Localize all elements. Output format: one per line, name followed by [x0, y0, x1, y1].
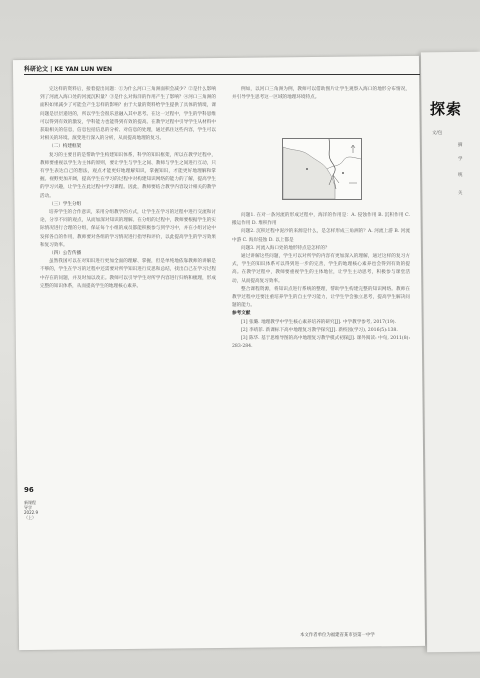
paragraph: 问题2. 沉积过程中泥沙的来源是什么，是怎样形成三角洲的？A. 河流上游 B. 河流中游 C. 海岸侵蚀 D. 以上都是: [232, 229, 410, 243]
header-rule: [24, 74, 420, 75]
journal-issue: 2022.9（上）: [24, 510, 38, 520]
paragraph: 通过讲解这些问题，学生可以对所学的内容有更加深入的理解，通过这样的复习方式，学生的知识体系可以得到进一步的完善，学生的地理核心素养也会得到有效的提高。在教学过程中，教师要重视学生的主体地位，让学生主动思考，积极参与课堂活动，从而提高复习效率。: [232, 254, 410, 284]
right-column: [232, 212, 410, 351]
adjacent-page-fragment: 统: [458, 173, 463, 178]
paragraph: 完这样的资料后，接着提出问题：①为什么河口三角洲面积会减少？②是什么影响到了河流入海口处的河流沉积量？③是什么对海洋的作用产生了影响？④河口三角洲的面积如果减少了可能会产生怎样的影响？由于大量的资料给学生提供了具体的情境，课问题是层层递进的，所以学生会很乐意融入其中思考。在这一过程中，学生的学科思维可以得到有效的激发，学科能力也能得到有效的提高。在教学过程中引导学生从材料中获取相关的信息，信息包括信息的分析、对信息的处理，通过抓住这些内容，学生可以对相关的环境。演变进行深入的分析，从而提高地理的复习。: [40, 87, 216, 142]
section-heading: （四）公告传播: [49, 251, 82, 257]
section-heading: （三）学生分组: [49, 201, 82, 207]
adjacent-page-fragment: 关: [458, 191, 463, 196]
journal-name: 新课程导学: [24, 500, 36, 510]
adjacent-page: [421, 52, 480, 653]
right-column-top: [232, 86, 410, 102]
reference-item: [1] 张璐. 地理教学中学生核心素养培养的研究[J]. 中学教学参考, 2017(19).: [241, 319, 396, 325]
adjacent-page-fragment: 文/包: [432, 131, 443, 136]
paragraph: 整合课程资源，将知识点进行系统的整理，帮助学生构建完整的知识网络。教师在教学过程中还要注重培养学生的自主学习能力，让学生学会独立思考，提高学生解决问题的能力。: [232, 286, 410, 309]
reference-item: [2] 李靖菲. 新课标下高中地理复习教学探究[J]. 新校园(学习), 2016(5):138.: [241, 327, 398, 333]
delta-map-icon: [283, 139, 361, 199]
journal-side-meta: [24, 500, 36, 520]
left-column: [40, 86, 216, 291]
paragraph: 例如，以河口三角洲为例，教师可以借助图片让学生观察入海口的地形分布情况，并引导学生思考这一区域的地理环境特点。: [232, 87, 410, 101]
paragraph: 复习的主要目的是帮助学生构建知识体系，科学的知识框架，所以在教学过程中，教师要重视以学生为主体的原则，要让学生与学生之间、教师与学生之间进行互动，只有学生表达自己的想法，观点才能更好地理解知识，掌握知识，才能更好地理解和掌握。视野更加开阔，提高学生在学习的过程中对构建知识网络的能力的了解，提高学生的学习兴趣，让学生在此过程中学习课程。因此，教师要结合教学内容设计相关的教学活动。: [40, 152, 216, 199]
paragraph: 虽然我国可以在对知识进行更加全面的理解、掌握，但是单纯地依靠教师的讲解是不够的，学生在学习的过程中还需要对所学知识进行反思和总结，找出自己在学习过程中存在的问题，并及时加以改正。教师可以引导学生对所学内容进行归纳和梳理，形成完整的知识体系，从而提高学生的地理核心素养。: [40, 259, 216, 289]
running-header: 科研论文 | KE YAN LUN WEN: [24, 66, 113, 73]
paragraph: 问题3. 河流入海口处的地形特点是怎样的？: [241, 245, 330, 251]
references-heading: 参考文献: [232, 311, 251, 317]
paragraph: 培养学生的合作意识，采用分组教学的方式，让学生在学习的过程中进行交流和讨论，分享不同的观点，从而加深对知识的理解。在分组的过程中，教师要根据学生的实际情况进行合理的分组，保证每个小组的成员都能积极参与到学习中，并在小组讨论中发挥各自的作用，教师要对各组的学习情况进行指导和评价，以此提高学生的学习效果和复习效率。: [40, 210, 216, 248]
author-affiliation: 本文作者单位为福建省某市县第一中学: [300, 633, 375, 638]
adjacent-page-fragment: 摘: [458, 143, 463, 148]
delta-map-figure: [282, 138, 362, 200]
page-number: 96: [24, 486, 34, 494]
section-heading: （二）构建框架: [49, 144, 82, 150]
adjacent-page-title: 探索: [430, 100, 463, 118]
paragraph: 问题1. 在对一条河流的形成过程中，海洋的作用是：A. 侵蚀作用 B. 沉积作用 C. 搬运作用 D. 堆积作用: [232, 213, 410, 227]
reference-item: [3] 陈华. 基于思维导图的高中地理复习教学模式初探[J]. 课外阅读: 中旬, 2011(8):283-284.: [232, 336, 410, 350]
adjacent-page-fragment: 学: [458, 157, 463, 162]
